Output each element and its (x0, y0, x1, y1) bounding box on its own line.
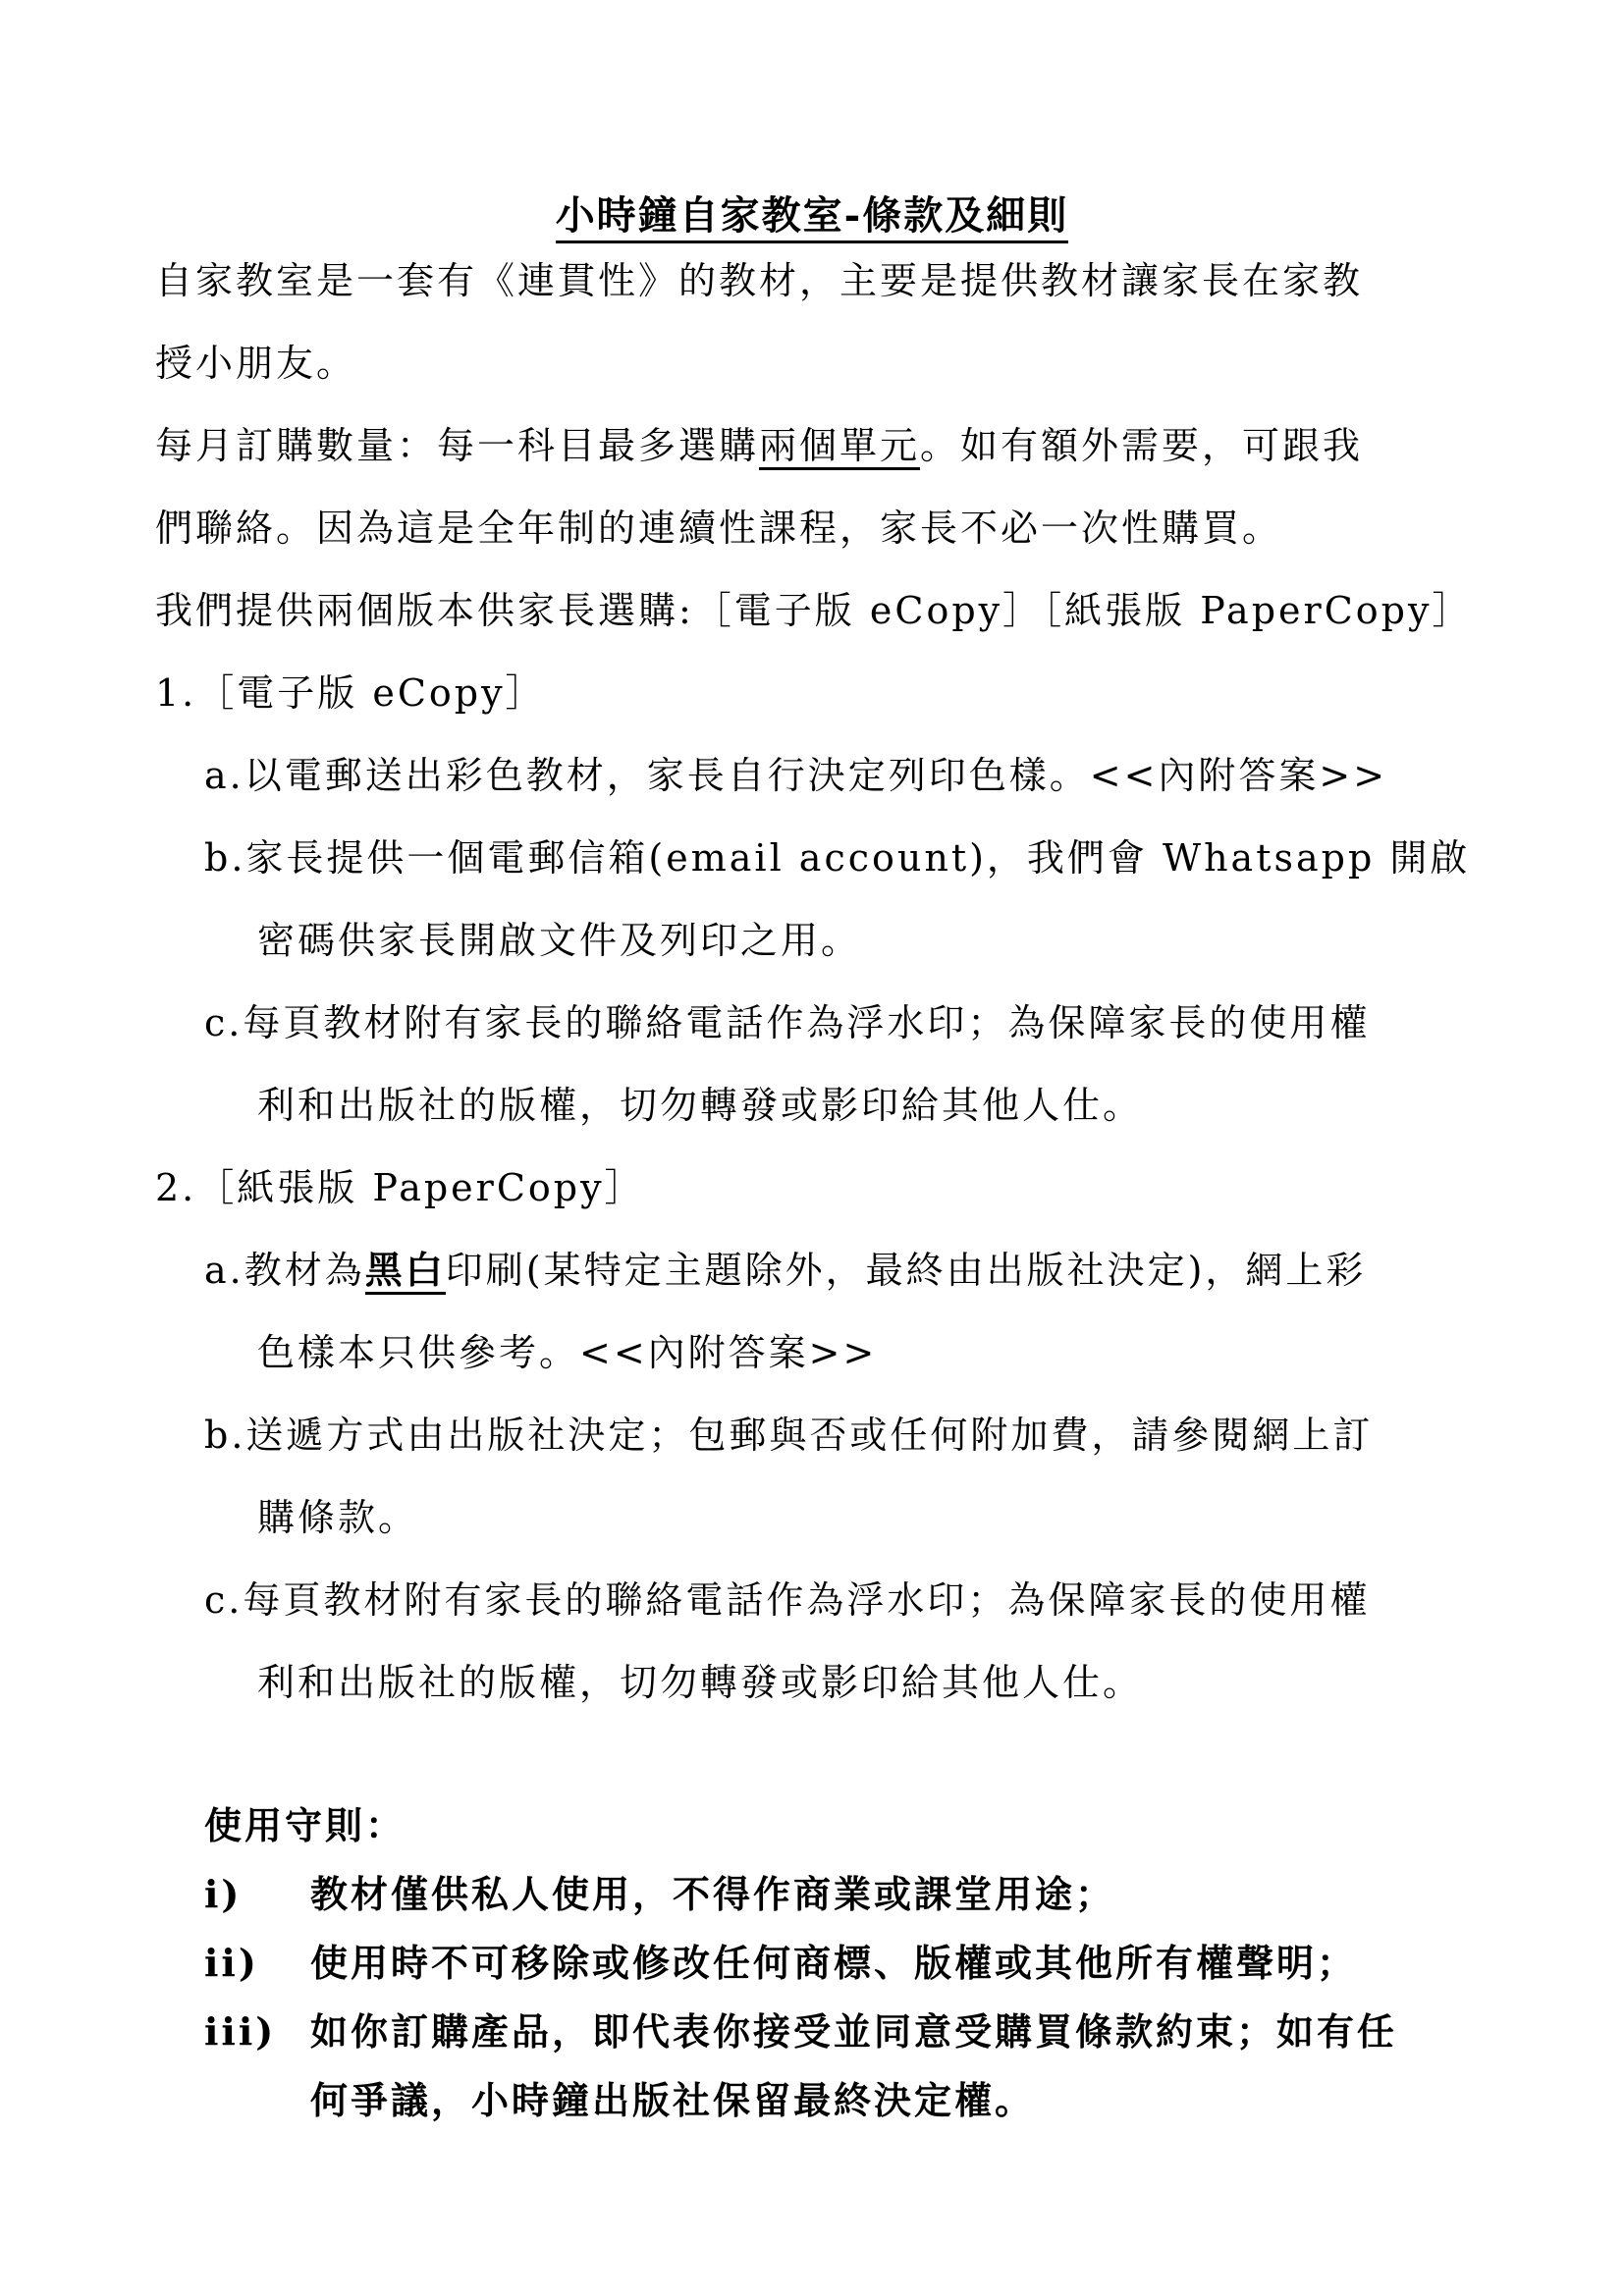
section-1-item-b (204, 834, 1470, 881)
rule-item-3-cont: 何爭議，小時鐘出版社保留最終決定權。 (310, 2078, 1036, 2122)
rule-number: i) (204, 1872, 243, 1916)
rule-text: 使用時不可移除或修改任何商標、版權或其他所有權聲明； (310, 1941, 1358, 1985)
quantity-line-1 (155, 422, 1363, 469)
rule-item-1 (204, 1871, 1115, 1918)
section-2-heading: 2.［紙張版 PaperCopy］ (155, 1166, 645, 1209)
section-1-item-a (204, 752, 1387, 799)
intro-line-1: 自家教室是一套有《連貫性》的教材，主要是提供教材讓家長在家教 (155, 259, 1364, 302)
section-1-item-c-cont: 利和出版社的版權，切勿轉發或影印給其他人仕。 (257, 1084, 1144, 1127)
section-2-item-a (204, 1247, 1366, 1294)
section-2-item-c (204, 1576, 1370, 1624)
rule-text: 如你訂購產品，即代表你接受並同意受購買條款約束；如有任 (310, 2009, 1398, 2054)
section-1-heading: 1.［電子版 eCopy］ (155, 671, 546, 715)
item-text: 家長提供一個電郵信箱(email account)，我們會 Whatsapp 開啟 (245, 836, 1471, 880)
rule-number: ii) (204, 1941, 259, 1985)
section-2-item-c-cont: 利和出版社的版權，切勿轉發或影印給其他人仕。 (257, 1661, 1144, 1704)
quantity-line-2: 們聯絡。因為這是全年制的連續性課程，家長不必一次性購買。 (155, 507, 1283, 550)
item-text: 每頁教材附有家長的聯絡電話作為浮水印；為保障家長的使用權 (243, 1001, 1371, 1044)
item-suffix: 印刷(某特定主題除外，最終由出版社決定)，網上彩 (445, 1249, 1367, 1292)
quantity-emphasis: 兩個單元 (759, 424, 920, 470)
item-label: b. (204, 836, 246, 880)
quantity-suffix: 。如有額外需要，可跟我 (920, 424, 1364, 467)
item-label: c. (204, 1001, 244, 1044)
section-1-item-c (204, 999, 1370, 1046)
section-2-item-a-cont: 色樣本只供參考。<<內附答案>> (257, 1331, 878, 1374)
item-prefix: 教材為 (244, 1249, 365, 1292)
intro-line-2: 授小朋友。 (155, 342, 357, 385)
item-text: 送遞方式由出版社決定；包郵與否或任何附加費，請參閱網上訂 (245, 1414, 1374, 1457)
rule-text: 教材僅供私人使用，不得作商業或課堂用途； (310, 1872, 1116, 1916)
quantity-prefix: 每月訂購數量：每一科目最多選購 (155, 424, 760, 467)
item-label: b. (204, 1414, 246, 1457)
section-2-item-b-cont: 購條款。 (257, 1496, 419, 1539)
versions-line: 我們提供兩個版本供家長選購:［電子版 eCopy］［紙張版 PaperCopy］ (155, 589, 1473, 632)
item-label: c. (204, 1578, 244, 1622)
document-title (0, 185, 1624, 240)
rules-heading: 使用守則： (204, 1803, 406, 1847)
item-text: 以電郵送出彩色教材，家長自行決定列印色樣。<<內附答案>> (244, 754, 1388, 797)
item-label: a. (204, 1249, 244, 1292)
item-label: a. (204, 754, 244, 797)
rule-item-3 (204, 2008, 1397, 2056)
rule-item-2 (204, 1940, 1357, 1987)
item-text: 每頁教材附有家長的聯絡電話作為浮水印；為保障家長的使用權 (243, 1578, 1371, 1622)
section-2-item-b (204, 1412, 1373, 1459)
section-1-item-b-cont: 密碼供家長開啟文件及列印之用。 (257, 919, 862, 962)
item-emphasis: 黑白 (365, 1248, 446, 1295)
rule-number: iii) (204, 2009, 277, 2054)
title-text: 小時鐘自家教室-條款及細則 (556, 192, 1069, 243)
